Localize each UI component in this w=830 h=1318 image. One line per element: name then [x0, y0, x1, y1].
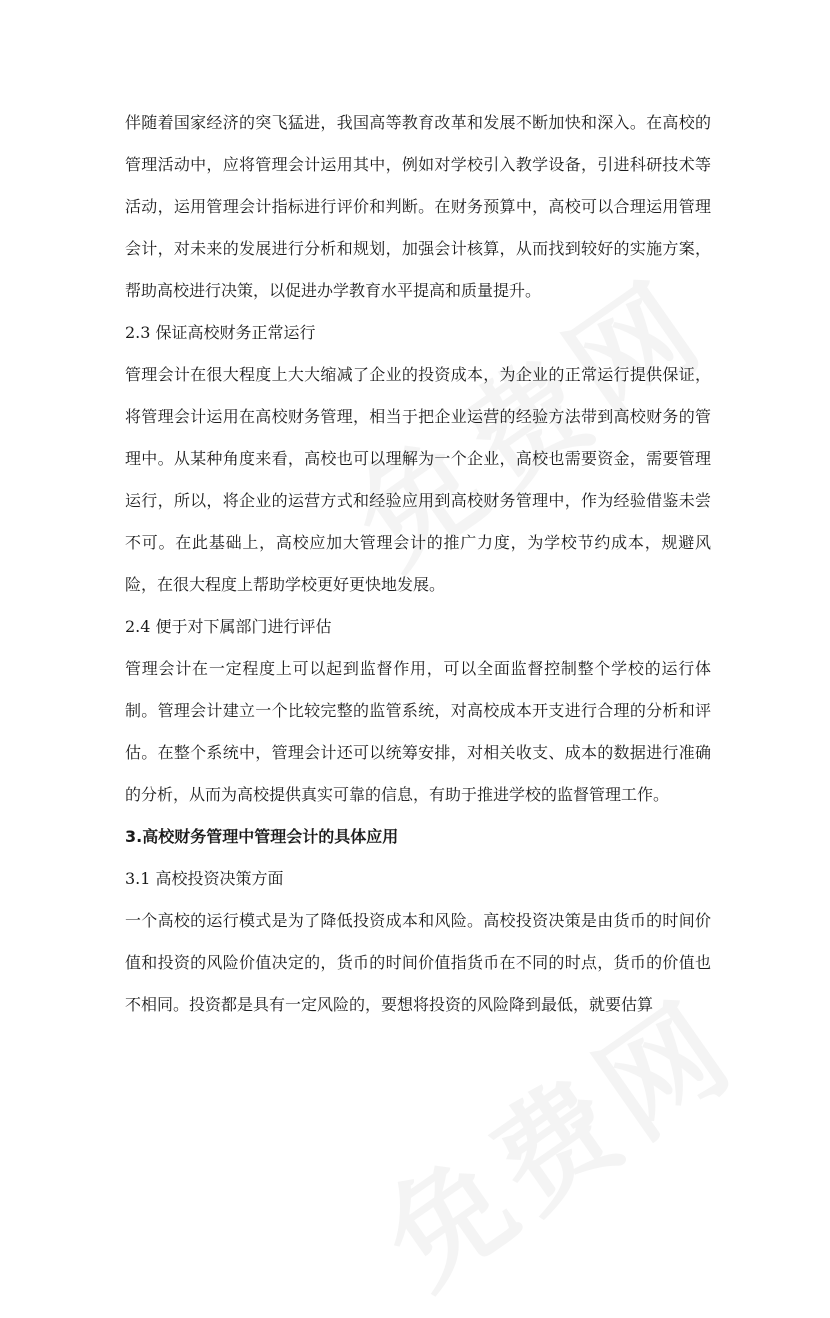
paragraph: 管理会计在一定程度上可以起到监督作用，可以全面监督控制整个学校的运行体制。管理会计建立一个比较完整的监管系统，对高校成本开支进行合理的分析和评估。在整个系统中，管理会计还可以统筹安排，对相关收支、成本的数据进行准确的分析，从而为高校提供真实可靠的信息，有助于推进学校的监督管理工作。: [125, 659, 711, 804]
document-body: [125, 102, 711, 1026]
paragraph: 一个高校的运行模式是为了降低投资成本和风险。高校投资决策是由货币的时间价值和投资的风险价值决定的，货币的时间价值指货币在不同的时点，货币的价值也不相同。投资都是具有一定风险的，要想将投资的风险降到最低，就要估算: [125, 911, 711, 1014]
chapter-heading: 3.高校财务管理中管理会计的具体应用: [125, 827, 399, 846]
section-heading: 3.1 高校投资决策方面: [125, 869, 284, 888]
paragraph: 伴随着国家经济的突飞猛进，我国高等教育改革和发展不断加快和深入。在高校的管理活动中，应将管理会计运用其中，例如对学校引入教学设备，引进科研技术等活动，运用管理会计指标进行评价和判断。在财务预算中，高校可以合理运用管理会计，对未来的发展进行分析和规划，加强会计核算，从而找到较好的实施方案，帮助高校进行决策，以促进办学教育水平提高和质量提升。: [125, 113, 711, 300]
section-heading: 2.4 便于对下属部门进行评估: [125, 617, 332, 636]
section-heading: 2.3 保证高校财务正常运行: [125, 323, 316, 342]
paragraph: 管理会计在很大程度上大大缩减了企业的投资成本，为企业的正常运行提供保证，将管理会计运用在高校财务管理，相当于把企业运营的经验方法带到高校财务的管理中。从某种角度来看，高校也可以理解为一个企业，高校也需要资金，需要管理运行，所以，将企业的运营方式和经验应用到高校财务管理中，作为经验借鉴未尝不可。在此基础上，高校应加大管理会计的推广力度，为学校节约成本，规避风险，在很大程度上帮助学校更好更快地发展。: [125, 365, 711, 594]
